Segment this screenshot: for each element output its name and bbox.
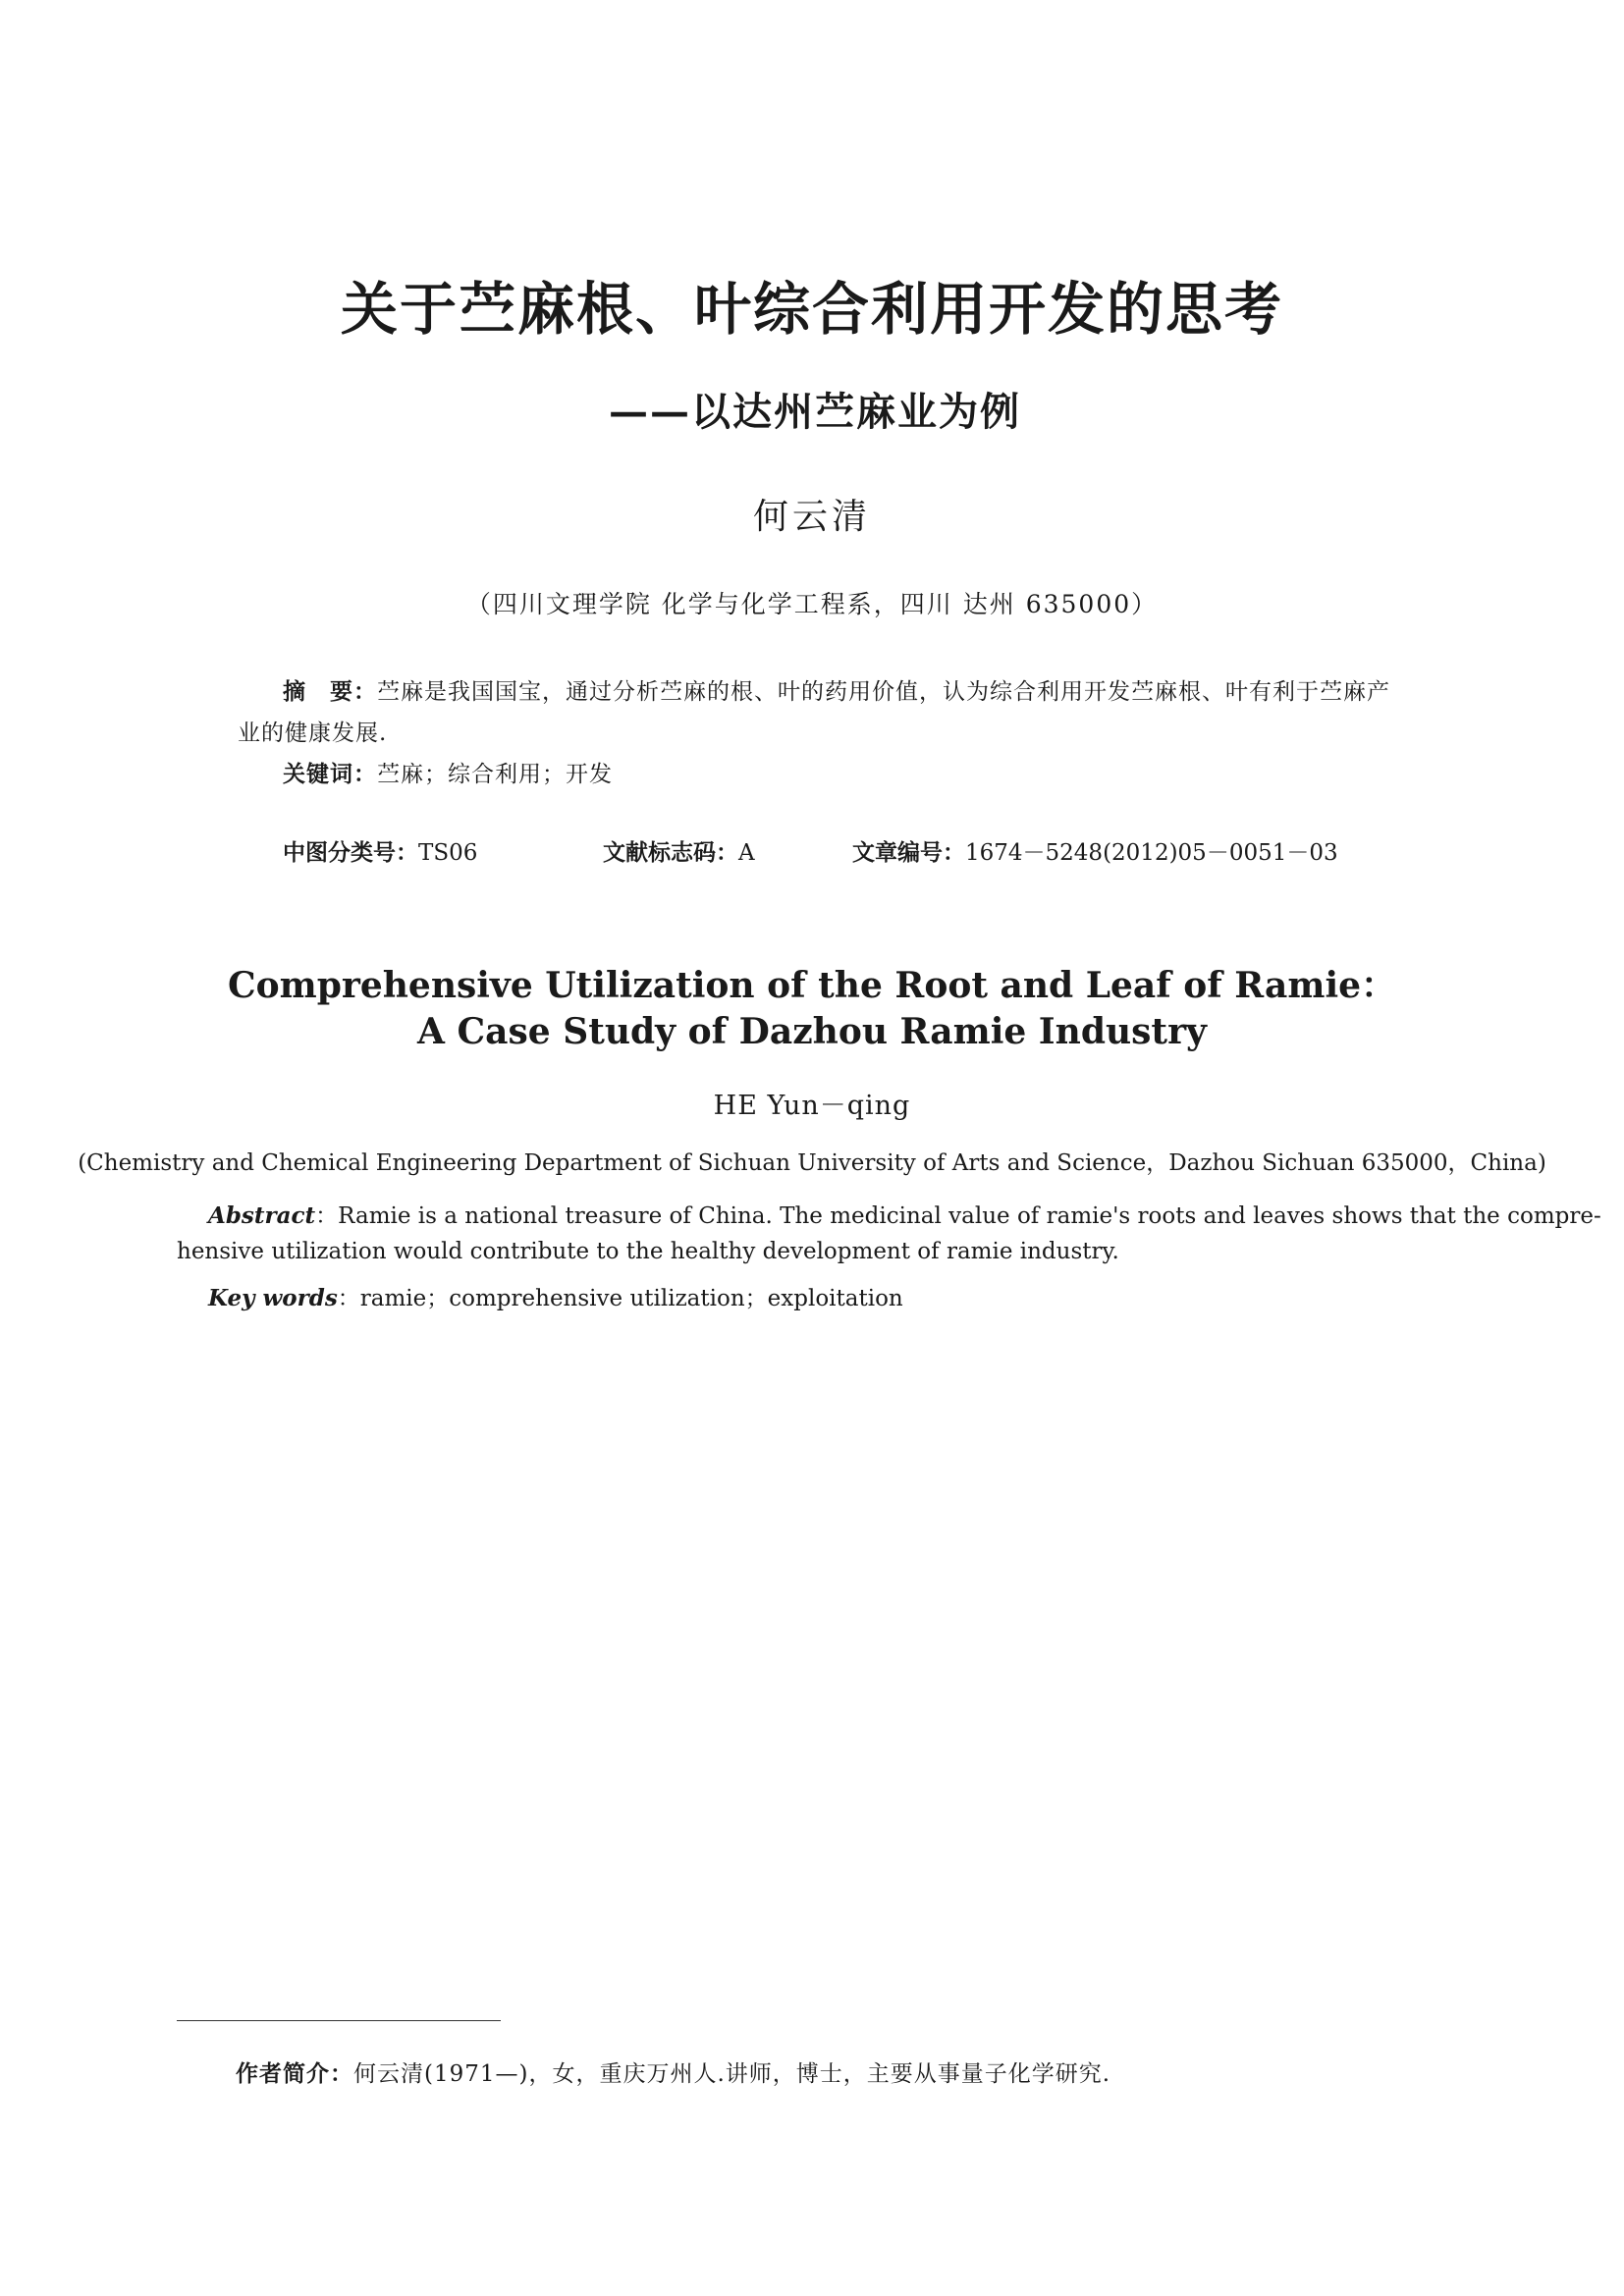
cn-keywords-text: 苎麻；综合利用；开发: [377, 762, 613, 787]
clc-value: TS06: [418, 840, 478, 866]
footnote-text: 何云清(1971—)，女，重庆万州人.讲师，博士，主要从事量子化学研究.: [353, 2061, 1111, 2087]
cn-abstract-line-1: [283, 673, 1390, 706]
article-number-value: 1674－5248(2012)05－0051－03: [965, 840, 1338, 866]
en-abstract-line-1: [208, 1198, 1601, 1230]
en-title-line-1: Comprehensive Utilization of the Root and Leaf of Ramie：: [227, 965, 1397, 1006]
en-keywords-label: Key words: [208, 1285, 338, 1311]
author-footnote: [236, 2056, 1110, 2088]
document-code-value: A: [738, 840, 755, 866]
footnote-divider: [177, 2020, 501, 2021]
en-keywords: [208, 1280, 903, 1312]
cn-keywords: [283, 756, 613, 788]
cn-affiliation: （四川文理学院 化学与化学工程系，四川 达州 635000）: [465, 590, 1159, 618]
article-number-label: 文章编号：: [852, 840, 965, 866]
clc-number: [283, 834, 477, 867]
cn-title: 关于苎麻根、叶综合利用开发的思考: [340, 276, 1283, 343]
cn-subtitle: ——以达州苎麻业为例: [609, 389, 1021, 435]
footnote-label: 作者简介：: [236, 2061, 353, 2087]
cn-author: 何云清: [752, 497, 871, 537]
document-code-label: 文献标志码：: [603, 840, 738, 866]
en-author: HE Yun－qing: [713, 1091, 911, 1121]
en-affiliation: (Chemistry and Chemical Engineering Department of Sichuan University of Arts and Science，Dazhou Sichuan 635000，China): [78, 1150, 1546, 1176]
en-abstract-text-2: hensive utilization would contribute to the healthy development of ramie industry.: [177, 1239, 1119, 1264]
clc-label: 中图分类号：: [283, 840, 418, 866]
cn-abstract-label: 摘 要：: [283, 679, 377, 705]
cn-abstract-text-1: 苎麻是我国国宝，通过分析苎麻的根、叶的药用价值，认为综合利用开发苎麻根、叶有利于苎麻产: [377, 679, 1390, 705]
en-keywords-text: ：ramie；comprehensive utilization；exploitation: [337, 1286, 903, 1311]
en-abstract-label: Abstract: [208, 1202, 316, 1229]
en-title-line-2: A Case Study of Dazhou Ramie Industry: [417, 1011, 1207, 1052]
en-abstract-text-1: ：Ramie is a national treasure of China. The medicinal value of ramie's roots and leaves shows that the compre-: [315, 1203, 1601, 1229]
article-number: [852, 834, 1338, 867]
document-code: [603, 834, 755, 867]
cn-keywords-label: 关键词：: [283, 762, 377, 787]
cn-abstract-text-2: 业的健康发展.: [238, 721, 388, 746]
